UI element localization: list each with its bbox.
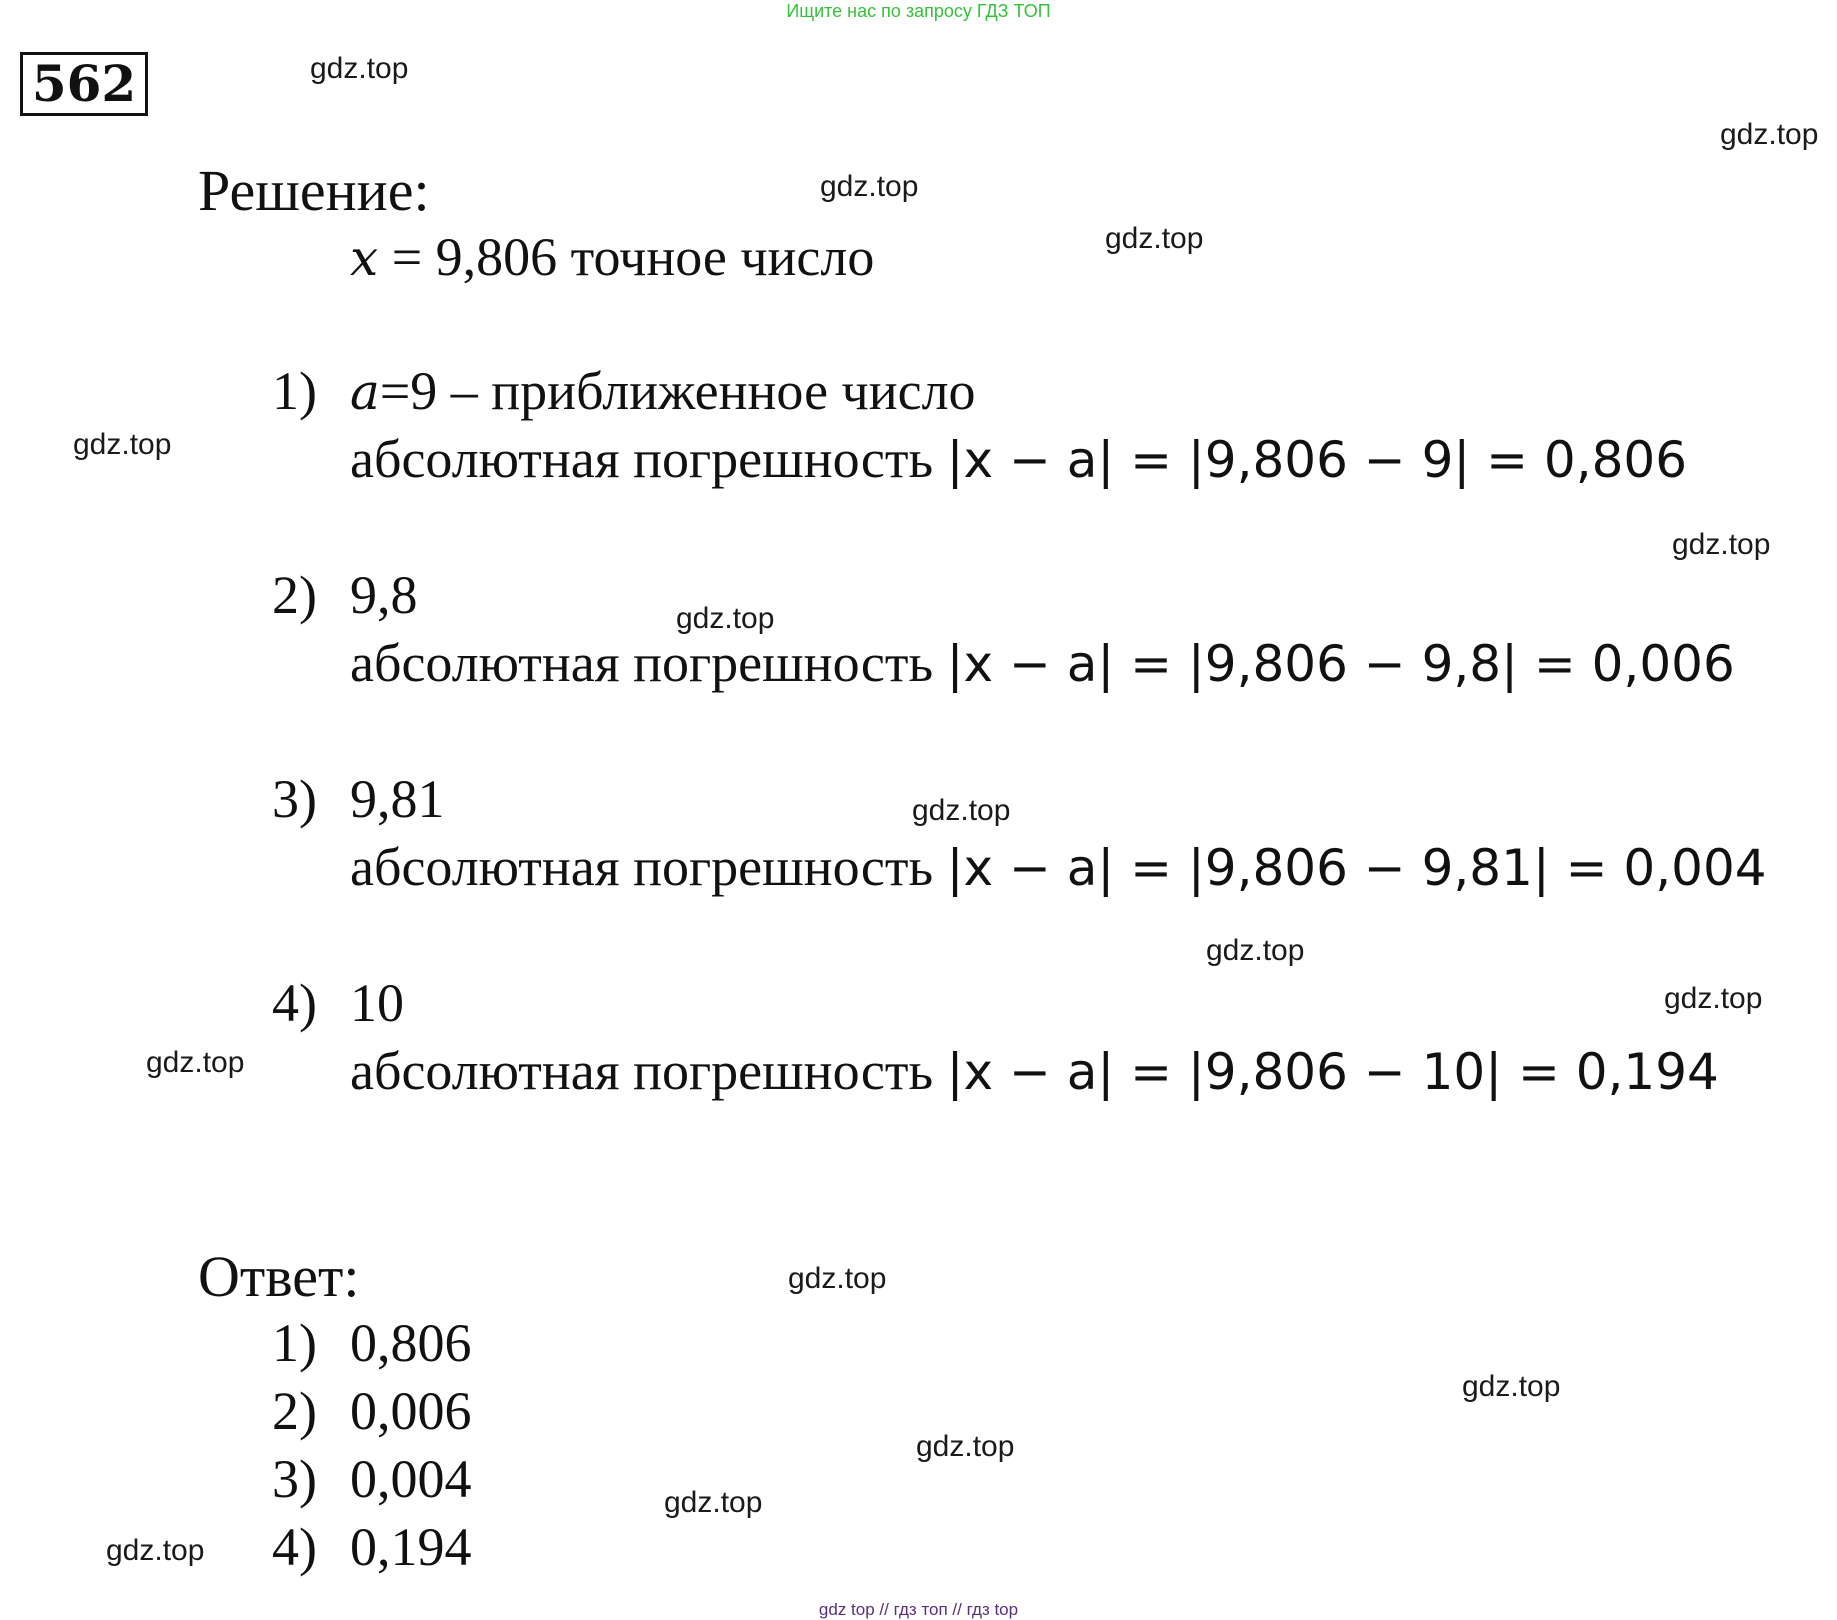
answer-2-value: 0,006	[350, 1381, 472, 1441]
watermark: gdz.top	[146, 1046, 245, 1079]
bottom-banner-text: gdz top // гдз топ // гдз top	[818, 1600, 1019, 1619]
watermark: gdz.top	[820, 170, 919, 203]
watermark: gdz.top	[1664, 982, 1763, 1015]
item-2-label: 2)	[272, 565, 317, 625]
item-3-label: 3)	[272, 769, 317, 829]
watermark: gdz.top	[1206, 934, 1305, 967]
watermark: gdz.top	[916, 1430, 1015, 1463]
item-1-label: 1)	[272, 361, 317, 421]
watermark: gdz.top	[310, 52, 409, 85]
item-3-error-label: абсолютная погрешность	[350, 837, 947, 897]
given-line	[350, 226, 874, 289]
watermark: gdz.top	[73, 428, 172, 461]
bottom-banner	[0, 1600, 1837, 1620]
watermark: gdz.top	[1462, 1370, 1561, 1403]
watermark: gdz.top	[788, 1262, 887, 1295]
item-3-error-line	[350, 836, 1767, 899]
answer-3-value: 0,004	[350, 1449, 472, 1509]
answer-2-label: 2)	[272, 1381, 317, 1441]
item-2-error-line	[350, 632, 1735, 695]
item-4-error-line	[350, 1040, 1719, 1103]
answer-1-value: 0,806	[350, 1313, 472, 1373]
top-banner	[0, 0, 1837, 22]
item-2-error-expr: |x − a| = |9,806 − 9,8| = 0,006	[946, 635, 1735, 693]
watermark: gdz.top	[106, 1534, 205, 1567]
answer-4-label: 4)	[272, 1517, 317, 1577]
item-4-label: 4)	[272, 973, 317, 1033]
answer-4-value: 0,194	[350, 1517, 472, 1577]
solution-heading: Решение:	[198, 158, 430, 223]
given-var: x	[350, 229, 379, 287]
top-banner-text: Ищите нас по запросу ГДЗ ТОП	[786, 1, 1051, 21]
watermark: gdz.top	[1105, 222, 1204, 255]
item-1-error-expr: |x − a| = |9,806 − 9| = 0,806	[946, 431, 1688, 489]
item-4-error-label: абсолютная погрешность	[350, 1041, 947, 1101]
answer-heading: Ответ:	[198, 1244, 360, 1309]
item-1-approx-text: – приближенное число	[437, 361, 976, 421]
watermark: gdz.top	[1672, 528, 1771, 561]
watermark: gdz.top	[1720, 118, 1819, 151]
watermark: gdz.top	[676, 602, 775, 635]
item-1-error-label: абсолютная погрешность	[350, 429, 947, 489]
answer-3-label: 3)	[272, 1449, 317, 1509]
answer-1-label: 1)	[272, 1313, 317, 1373]
task-number: 562	[31, 54, 137, 113]
task-number-box	[20, 52, 148, 116]
item-4-approx: 10	[350, 973, 404, 1033]
watermark: gdz.top	[664, 1486, 763, 1519]
item-2-error-label: абсолютная погрешность	[350, 633, 947, 693]
given-eq: = 9,806	[378, 227, 558, 287]
item-4-error-expr: |x − a| = |9,806 − 10| = 0,194	[946, 1043, 1719, 1101]
given-text: точное число	[557, 227, 875, 287]
item-3-error-expr: |x − a| = |9,806 − 9,81| = 0,004	[946, 839, 1767, 897]
item-1-approx-var: a	[350, 363, 380, 421]
item-1-approx	[350, 360, 976, 423]
watermark: gdz.top	[912, 794, 1011, 827]
item-2-approx: 9,8	[350, 565, 418, 625]
item-3-approx: 9,81	[350, 769, 445, 829]
item-1-error-line	[350, 428, 1687, 491]
item-1-approx-value: =9	[379, 361, 438, 421]
